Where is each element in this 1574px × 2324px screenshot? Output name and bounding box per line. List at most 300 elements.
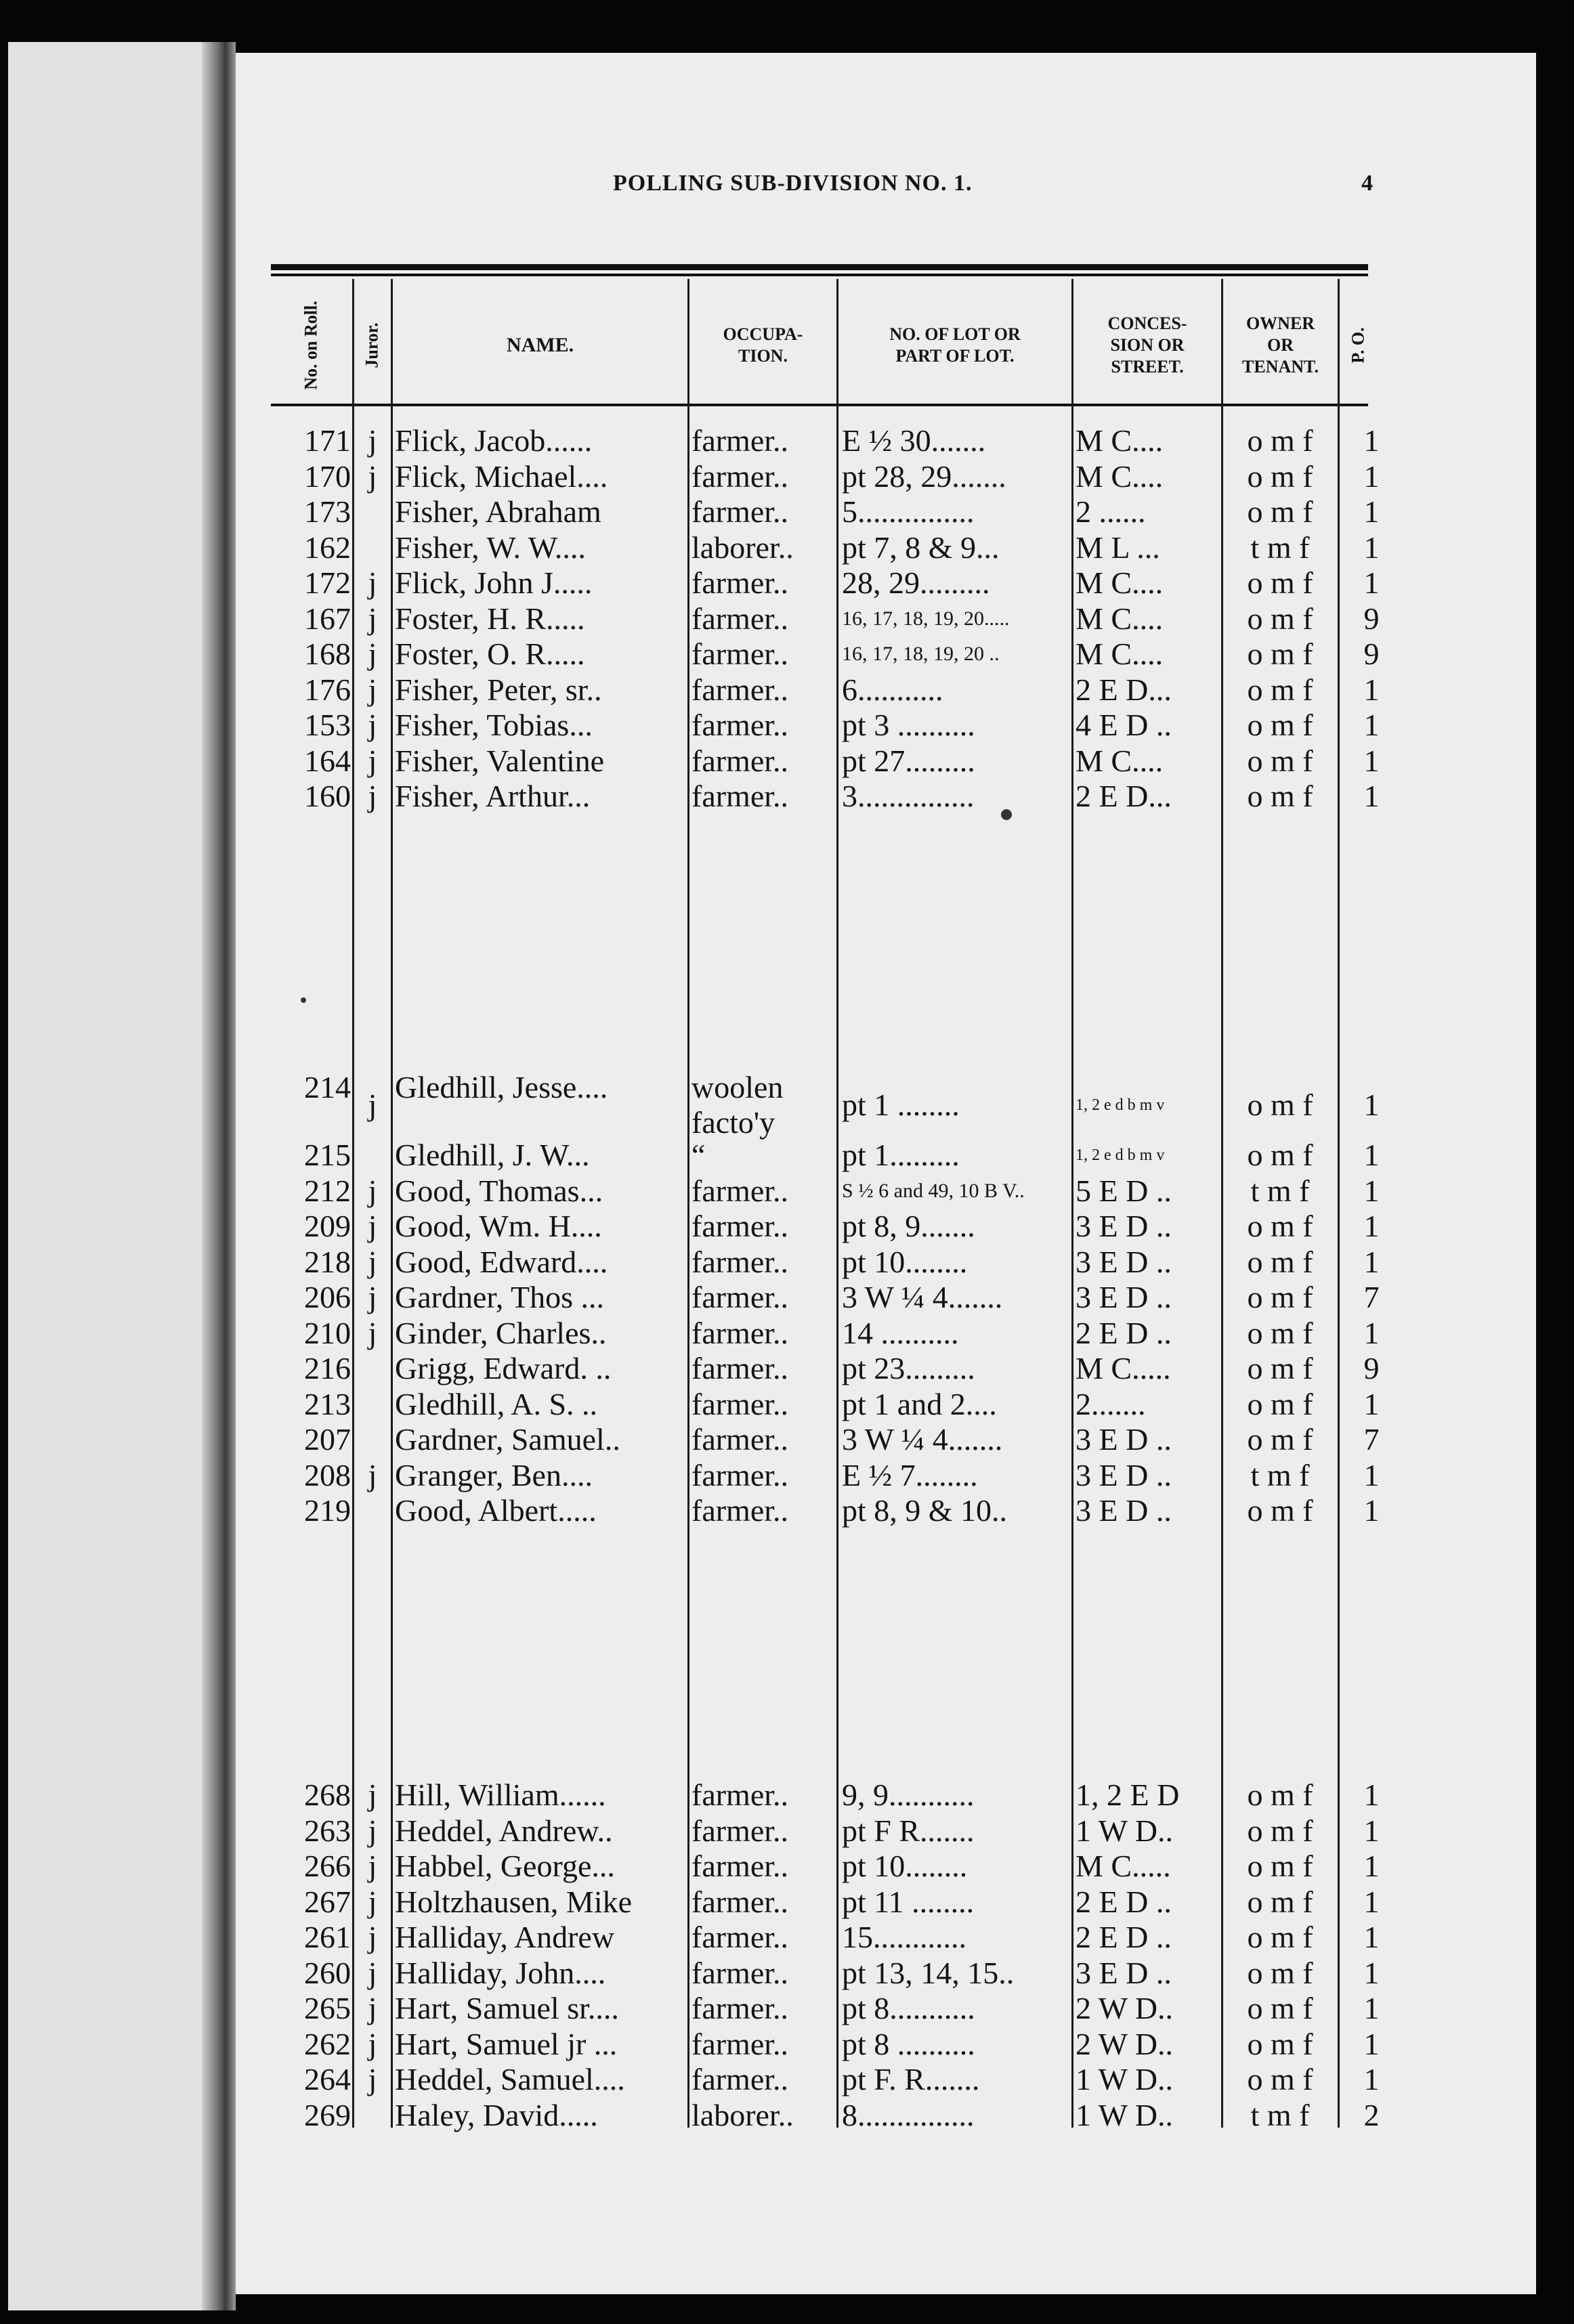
cell-juror: j (368, 2026, 377, 2061)
cell-occ: farmer.. (692, 1457, 789, 1492)
cell-roll: 176 (304, 672, 351, 707)
table-row (0, 459, 1574, 494)
cell-lot: pt F R....... (842, 1813, 975, 1848)
cell-own: t m f (1250, 530, 1310, 565)
cell-con: M C..... (1076, 1351, 1171, 1385)
cell-lot: pt 8 .......... (842, 2026, 975, 2061)
cell-juror: j (368, 1955, 377, 1990)
cell-con: 4 E D .. (1076, 708, 1172, 742)
cell-roll: 266 (304, 1849, 351, 1883)
cell-occ: farmer.. (692, 708, 789, 742)
cell-po: 1 (1363, 1849, 1380, 1883)
col-header-name: NAME. (506, 334, 574, 356)
cell-lot: 3............... (842, 779, 975, 813)
cell-con: M C..... (1076, 1849, 1171, 1883)
table-row (0, 672, 1574, 708)
cell-con: M C.... (1076, 565, 1164, 600)
cell-po: 1 (1363, 494, 1380, 529)
cell-po: 1 (1363, 1138, 1380, 1172)
cell-con: 5 E D .. (1076, 1173, 1172, 1208)
cell-roll: 160 (304, 779, 351, 813)
header-rule (271, 264, 1368, 270)
cell-occ: farmer.. (692, 494, 789, 529)
cell-juror: j (368, 423, 377, 458)
cell-juror: j (368, 565, 377, 600)
cell-name: Good, Wm. H.... (395, 1209, 602, 1243)
cell-own: o m f (1247, 1386, 1313, 1421)
cell-po: 1 (1363, 1991, 1380, 2025)
cell-con: 2 E D... (1076, 779, 1172, 813)
cell-roll: 269 (304, 2097, 351, 2132)
cell-po: 1 (1363, 1244, 1380, 1279)
cell-occ: farmer.. (692, 637, 789, 671)
cell-roll: 214 (304, 1070, 351, 1104)
cell-con: 3 E D .. (1076, 1244, 1172, 1279)
table-row (0, 565, 1574, 601)
table-row (0, 1138, 1574, 1173)
cell-occ: farmer.. (692, 1173, 789, 1208)
cell-roll: 173 (304, 494, 351, 529)
cell-po: 1 (1363, 672, 1380, 707)
cell-lot: pt 10........ (842, 1244, 968, 1279)
ink-blot (1001, 809, 1012, 820)
cell-lot: pt 3 .......... (842, 708, 975, 742)
cell-name: Ginder, Charles.. (395, 1315, 607, 1350)
cell-con: 2 E D... (1076, 672, 1172, 707)
cell-lot: 9, 9........... (842, 1778, 975, 1812)
cell-roll: 208 (304, 1457, 351, 1492)
cell-name: Gardner, Thos ... (395, 1280, 605, 1314)
cell-po: 1 (1363, 1884, 1380, 1919)
cell-name: Hill, William...... (395, 1778, 606, 1812)
table-row (0, 637, 1574, 672)
cell-occ: farmer.. (692, 1493, 789, 1528)
cell-occ: farmer.. (692, 1884, 789, 1919)
cell-lot: 8............... (842, 2097, 975, 2132)
table-row (0, 744, 1574, 779)
table-row (0, 708, 1574, 743)
cell-po: 1 (1363, 565, 1380, 600)
cell-lot: 15............ (842, 1920, 966, 1954)
cell-po: 1 (1363, 530, 1380, 565)
cell-own: o m f (1247, 1884, 1313, 1919)
cell-lot: pt 7, 8 & 9... (842, 530, 1000, 565)
cell-po: 1 (1363, 2062, 1380, 2096)
cell-occ: farmer.. (692, 1386, 789, 1421)
col-header-juror: Juror. (362, 322, 382, 368)
ink-speck (301, 997, 306, 1003)
cell-roll: 216 (304, 1351, 351, 1385)
cell-occ: farmer.. (692, 672, 789, 707)
cell-juror: j (368, 1920, 377, 1954)
cell-con: 1, 2 e d b m v (1076, 1146, 1165, 1164)
cell-juror: j (368, 672, 377, 707)
cell-occ: farmer.. (692, 1422, 789, 1457)
cell-po: 1 (1363, 458, 1380, 494)
cell-con: 3 E D .. (1076, 1493, 1172, 1528)
cell-roll: 218 (304, 1244, 351, 1279)
cell-name: Flick, Jacob...... (395, 423, 593, 458)
cell-name: Gledhill, Jesse.... (395, 1070, 608, 1104)
cell-po: 1 (1363, 2026, 1380, 2061)
cell-name: Fisher, Valentine (395, 743, 605, 778)
cell-name: Fisher, Peter, sr.. (395, 672, 602, 707)
cell-con: 1, 2 E D (1076, 1778, 1180, 1812)
cell-po: 2 (1363, 2097, 1380, 2132)
cell-juror: j (368, 458, 377, 494)
cell-occ: farmer.. (692, 458, 789, 494)
table-row (0, 1422, 1574, 1457)
page-title: POLLING SUB-DIVISION NO. 1. (613, 171, 973, 196)
cell-lot: 14 .......... (842, 1315, 959, 1350)
cell-occ: “ (692, 1138, 706, 1172)
cell-name: Flick, John J..... (395, 565, 593, 600)
cell-own: o m f (1247, 2062, 1313, 2096)
cell-own: t m f (1250, 1457, 1310, 1492)
cell-po: 1 (1363, 1493, 1380, 1528)
cell-con: 2....... (1076, 1386, 1146, 1421)
table-row (0, 1991, 1574, 2026)
cell-own: o m f (1247, 1955, 1313, 1990)
cell-occ: farmer.. (692, 423, 789, 458)
cell-occ: farmer.. (692, 1955, 789, 1990)
cell-juror: j (368, 1813, 377, 1848)
cell-juror: j (368, 708, 377, 742)
cell-occ: farmer.. (692, 1991, 789, 2025)
cell-con: 2 E D .. (1076, 1920, 1172, 1954)
cell-name: Haley, David..... (395, 2097, 598, 2132)
cell-roll: 162 (304, 530, 351, 565)
cell-po: 1 (1363, 1209, 1380, 1243)
table-row (0, 601, 1574, 637)
cell-juror: j (368, 1280, 377, 1314)
cell-po: 9 (1363, 601, 1380, 636)
cell-lot: pt 8, 9....... (842, 1209, 975, 1243)
cell-own: o m f (1247, 1778, 1313, 1812)
cell-own: o m f (1247, 637, 1313, 671)
table-row (0, 1070, 1574, 1140)
cell-lot: 3 W ¼ 4....... (842, 1422, 1003, 1457)
cell-po: 1 (1363, 1955, 1380, 1990)
cell-con: 1 W D.. (1076, 2062, 1173, 2096)
cell-roll: 215 (304, 1138, 351, 1172)
cell-roll: 261 (304, 1920, 351, 1954)
cell-con: 2 W D.. (1076, 1991, 1173, 2025)
col-header-occupation: OCCUPA- TION. (723, 324, 803, 366)
cell-occ: farmer.. (692, 2062, 789, 2096)
cell-lot: 28, 29......... (842, 565, 990, 600)
table-row (0, 1956, 1574, 1991)
cell-lot: E ½ 7........ (842, 1457, 978, 1492)
table-row (0, 423, 1574, 458)
cell-roll: 172 (304, 565, 351, 600)
cell-own: o m f (1247, 2026, 1313, 2061)
cell-juror: j (368, 2062, 377, 2096)
cell-po: 9 (1363, 1351, 1380, 1385)
cell-juror: j (368, 1315, 377, 1350)
cell-occ: farmer.. (692, 2026, 789, 2061)
cell-own: o m f (1247, 1813, 1313, 1848)
cell-name: Habbel, George... (395, 1849, 615, 1883)
cell-name: Granger, Ben.... (395, 1457, 593, 1492)
cell-lot: 5............... (842, 494, 975, 529)
cell-juror: j (368, 1778, 377, 1812)
cell-own: o m f (1247, 1209, 1313, 1243)
cell-roll: 209 (304, 1209, 351, 1243)
cell-con: 2 W D.. (1076, 2026, 1173, 2061)
cell-con: 2 E D .. (1076, 1884, 1172, 1919)
cell-name: Gledhill, J. W... (395, 1138, 590, 1172)
cell-own: o m f (1247, 494, 1313, 529)
cell-con: 2 E D .. (1076, 1315, 1172, 1350)
cell-roll: 171 (304, 423, 351, 458)
cell-po: 1 (1363, 1315, 1380, 1350)
cell-lot: pt 28, 29....... (842, 458, 1006, 494)
cell-name: Foster, H. R..... (395, 601, 585, 636)
cell-po: 1 (1363, 779, 1380, 813)
cell-po: 1 (1363, 1457, 1380, 1492)
cell-own: o m f (1247, 1315, 1313, 1350)
cell-juror: j (368, 1088, 377, 1122)
cell-own: o m f (1247, 601, 1313, 636)
cell-roll: 265 (304, 1991, 351, 2025)
cell-lot: pt 1 ........ (842, 1088, 960, 1122)
cell-juror: j (368, 1173, 377, 1208)
cell-name: Fisher, Abraham (395, 494, 601, 529)
table-row (0, 1280, 1574, 1315)
cell-occ: farmer.. (692, 1849, 789, 1883)
cell-roll: 260 (304, 1955, 351, 1990)
cell-con: M C.... (1076, 423, 1164, 458)
cell-occ: farmer.. (692, 1244, 789, 1279)
cell-lot: pt 10........ (842, 1849, 968, 1883)
cell-po: 1 (1363, 1778, 1380, 1812)
cell-juror: j (368, 1884, 377, 1919)
cell-lot: 16, 17, 18, 19, 20..... (842, 607, 1010, 630)
cell-occ: woolen facto'y (692, 1070, 784, 1140)
cell-name: Good, Albert..... (395, 1493, 597, 1528)
cell-own: o m f (1247, 565, 1313, 600)
cell-name: Halliday, Andrew (395, 1920, 615, 1954)
col-header-po: P. O. (1348, 327, 1368, 364)
cell-own: o m f (1247, 743, 1313, 778)
page-number: 4 (1361, 171, 1374, 196)
cell-po: 1 (1363, 1088, 1380, 1122)
table-row (0, 530, 1574, 565)
cell-occ: farmer.. (692, 601, 789, 636)
table-row (0, 1351, 1574, 1386)
cell-name: Fisher, W. W.... (395, 530, 586, 565)
cell-name: Hart, Samuel sr.... (395, 1991, 619, 2025)
cell-name: Fisher, Arthur... (395, 779, 591, 813)
cell-name: Halliday, John.... (395, 1955, 606, 1990)
cell-juror: j (368, 1457, 377, 1492)
cell-roll: 207 (304, 1422, 351, 1457)
cell-occ: laborer.. (692, 530, 794, 565)
cell-own: o m f (1247, 672, 1313, 707)
table-row (0, 779, 1574, 814)
cell-juror: j (368, 1991, 377, 2025)
table-row (0, 2027, 1574, 2062)
cell-juror: j (368, 1244, 377, 1279)
cell-own: t m f (1250, 1173, 1310, 1208)
cell-lot: pt 1 and 2.... (842, 1386, 997, 1421)
table-row (0, 1493, 1574, 1528)
cell-roll: 262 (304, 2026, 351, 2061)
cell-name: Heddel, Andrew.. (395, 1813, 613, 1848)
cell-con: 3 E D .. (1076, 1280, 1172, 1314)
table-row (0, 2098, 1574, 2133)
column-header-rule (271, 404, 1368, 406)
cell-own: o m f (1247, 1493, 1313, 1528)
table-row (0, 1778, 1574, 1813)
cell-po: 1 (1363, 743, 1380, 778)
cell-roll: 263 (304, 1813, 351, 1848)
cell-roll: 164 (304, 743, 351, 778)
table-row (0, 1458, 1574, 1493)
cell-lot: pt 11 ........ (842, 1884, 975, 1919)
cell-po: 1 (1363, 1386, 1380, 1421)
cell-occ: farmer.. (692, 1778, 789, 1812)
cell-roll: 210 (304, 1315, 351, 1350)
cell-own: o m f (1247, 1991, 1313, 2025)
cell-name: Holtzhausen, Mike (395, 1884, 633, 1919)
cell-po: 1 (1363, 1920, 1380, 1954)
cell-juror: j (368, 637, 377, 671)
cell-roll: 268 (304, 1778, 351, 1812)
table-row (0, 1813, 1574, 1849)
cell-juror: j (368, 743, 377, 778)
cell-own: o m f (1247, 458, 1313, 494)
cell-lot: pt 27......... (842, 743, 975, 778)
cell-own: o m f (1247, 1244, 1313, 1279)
cell-occ: farmer.. (692, 1315, 789, 1350)
cell-name: Heddel, Samuel.... (395, 2062, 625, 2096)
col-header-roll: No. on Roll. (301, 301, 321, 390)
cell-lot: E ½ 30....... (842, 423, 986, 458)
table-row (0, 1174, 1574, 1209)
table-row (0, 1920, 1574, 1955)
table-row (0, 1245, 1574, 1280)
table-row (0, 2062, 1574, 2097)
cell-roll: 153 (304, 708, 351, 742)
cell-con: 3 E D .. (1076, 1422, 1172, 1457)
cell-name: Good, Thomas... (395, 1173, 603, 1208)
table-row (0, 494, 1574, 530)
cell-con: M C.... (1076, 458, 1164, 494)
cell-lot: pt 8, 9 & 10.. (842, 1493, 1008, 1528)
cell-occ: laborer.. (692, 2097, 794, 2132)
cell-lot: pt 8........... (842, 1991, 975, 2025)
cell-own: o m f (1247, 1280, 1313, 1314)
cell-con: 3 E D .. (1076, 1955, 1172, 1990)
cell-own: o m f (1247, 1920, 1313, 1954)
cell-name: Hart, Samuel jr ... (395, 2026, 618, 2061)
cell-roll: 170 (304, 458, 351, 494)
cell-po: 7 (1363, 1280, 1380, 1314)
cell-juror: j (368, 779, 377, 813)
cell-con: 1, 2 e d b m v (1076, 1096, 1165, 1114)
cell-lot: pt 1......... (842, 1138, 960, 1172)
cell-name: Gardner, Samuel.. (395, 1422, 620, 1457)
cell-occ: farmer.. (692, 743, 789, 778)
cell-roll: 206 (304, 1280, 351, 1314)
cell-name: Gledhill, A. S. .. (395, 1386, 598, 1421)
cell-roll: 213 (304, 1386, 351, 1421)
cell-juror: j (368, 601, 377, 636)
cell-own: o m f (1247, 1088, 1313, 1122)
col-header-concession: CONCES- SION OR STREET. (1107, 314, 1187, 376)
cell-occ: farmer.. (692, 1280, 789, 1314)
cell-name: Flick, Michael.... (395, 458, 608, 494)
cell-con: 3 E D .. (1076, 1457, 1172, 1492)
cell-roll: 219 (304, 1493, 351, 1528)
col-header-owner: OWNER OR TENANT. (1242, 314, 1319, 376)
cell-lot: pt F. R....... (842, 2062, 980, 2096)
cell-lot: 3 W ¼ 4....... (842, 1280, 1003, 1314)
table-row (0, 1316, 1574, 1351)
cell-roll: 167 (304, 601, 351, 636)
cell-con: 1 W D.. (1076, 1813, 1173, 1848)
cell-roll: 264 (304, 2062, 351, 2096)
cell-con: M L ... (1076, 530, 1160, 565)
cell-po: 9 (1363, 637, 1380, 671)
cell-roll: 267 (304, 1884, 351, 1919)
cell-po: 1 (1363, 1813, 1380, 1848)
cell-po: 1 (1363, 423, 1380, 458)
cell-con: 1 W D.. (1076, 2097, 1173, 2132)
cell-juror: j (368, 1849, 377, 1883)
cell-occ: farmer.. (692, 1813, 789, 1848)
cell-roll: 212 (304, 1173, 351, 1208)
cell-own: o m f (1247, 1138, 1313, 1172)
cell-po: 7 (1363, 1422, 1380, 1457)
col-header-lot: NO. OF LOT OR PART OF LOT. (889, 324, 1021, 366)
cell-occ: farmer.. (692, 1920, 789, 1954)
cell-con: M C.... (1076, 743, 1164, 778)
cell-occ: farmer.. (692, 779, 789, 813)
cell-lot: pt 23......... (842, 1351, 975, 1385)
cell-own: o m f (1247, 1351, 1313, 1385)
table-row (0, 1849, 1574, 1884)
cell-lot: 6........... (842, 672, 943, 707)
cell-name: Fisher, Tobias... (395, 708, 593, 742)
cell-roll: 168 (304, 637, 351, 671)
cell-lot: S ½ 6 and 49, 10 B V.. (842, 1179, 1025, 1202)
table-row (0, 1209, 1574, 1244)
header-rule-thin (271, 274, 1368, 276)
cell-lot: pt 13, 14, 15.. (842, 1955, 1015, 1990)
cell-own: o m f (1247, 423, 1313, 458)
cell-name: Good, Edward.... (395, 1244, 608, 1279)
cell-own: o m f (1247, 1422, 1313, 1457)
cell-own: o m f (1247, 1849, 1313, 1883)
table-row (0, 1885, 1574, 1920)
table-row (0, 1387, 1574, 1422)
cell-juror: j (368, 1209, 377, 1243)
cell-own: t m f (1250, 2097, 1310, 2132)
cell-con: M C.... (1076, 637, 1164, 671)
cell-occ: farmer.. (692, 1351, 789, 1385)
cell-po: 1 (1363, 708, 1380, 742)
cell-con: 2 ...... (1076, 494, 1146, 529)
cell-po: 1 (1363, 1173, 1380, 1208)
cell-name: Foster, O. R..... (395, 637, 585, 671)
cell-con: M C.... (1076, 601, 1164, 636)
cell-occ: farmer.. (692, 1209, 789, 1243)
cell-own: o m f (1247, 708, 1313, 742)
cell-name: Grigg, Edward. .. (395, 1351, 612, 1385)
